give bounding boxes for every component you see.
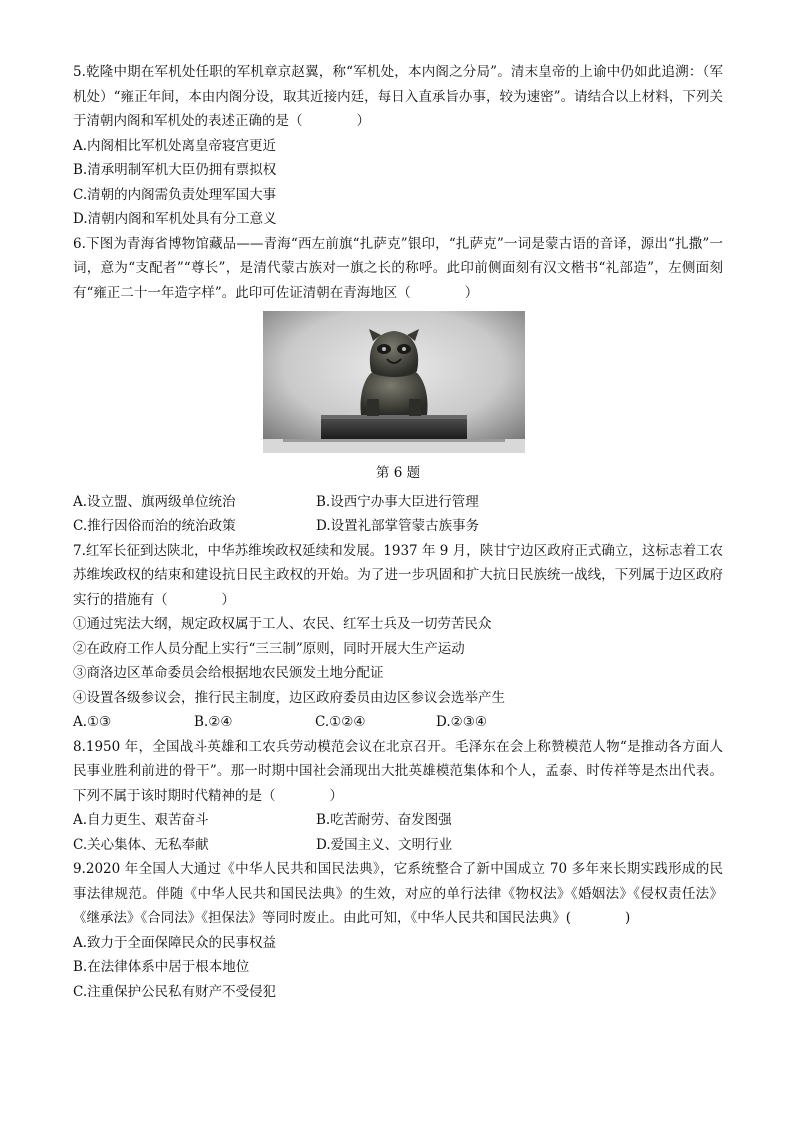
q7-options-row [73, 710, 723, 735]
q6-option-a: A.设立盟、旗两级单位统治 [73, 493, 236, 510]
q7-item-4: ④设置各级参议会，推行民主制度，边区政府委员由边区参议会选举产生 [73, 689, 505, 706]
q7-stem: 7.红军长征到达陕北，中华苏维埃政权延续和发展。1937 年 9 月，陕甘宁边区政府正式确立，这标志着工农苏维埃政权的结束和建设抗日民主政权的开始。为了进一步巩固和扩大抗日民族统一战线，下列属于边区政府实行的措施有（ ） [73, 542, 723, 608]
q9-option-b: B.在法律体系中居于根本地位 [73, 959, 250, 975]
q6-option-d: D.设置礼部掌管蒙古族事务 [316, 518, 480, 534]
q9-option-c: C.注重保护公民私有财产不受侵犯 [73, 983, 277, 1000]
silver-seal-photo [263, 311, 525, 453]
q7-option-c: C.①②④ [315, 714, 366, 730]
q7-option-a: A.①③ [73, 714, 112, 730]
q8-options-row-2 [73, 833, 723, 858]
q6-options-row-2 [73, 514, 723, 539]
q5-stem: 5.乾隆中期在军机处任职的军机章京赵翼，称“军机处，本内阁之分局”。清末皇帝的上谕中仍如此追溯：（军机处）“雍正年间，本由内阁分设，取其近接内廷，每日入直承旨办事，较为速密”。请结合以上材料，下列关于清朝内阁和军机处的表述正确的是（ ） [73, 64, 723, 129]
q6-option-c: C.推行因俗而治的统治政策 [73, 518, 236, 534]
q8-option-a: A.自力更生、艰苦奋斗 [73, 812, 209, 828]
q8-option-d: D.爱国主义、文明行业 [316, 836, 453, 853]
q7-item-2: ②在政府工作人员分配上实行“三三制”原则，同时开展大生产运动 [73, 640, 465, 657]
q7-item-3: ③商洛边区革命委员会给根据地农民颁发土地分配证 [73, 665, 384, 681]
figure-caption: 第 6 题 [375, 465, 421, 481]
q5-option-b: B.清承明制军机大臣仍拥有票拟权 [73, 162, 277, 178]
q9-option-a: A.致力于全面保障民众的民事权益 [73, 934, 277, 951]
q6-option-b: B.设西宁办事大臣进行管理 [316, 493, 479, 510]
q6-options-row-1 [73, 490, 723, 515]
q8-option-b: B.吃苦耐劳、奋发图强 [316, 812, 452, 828]
q5-option-d: D.清朝内阁和军机处具有分工意义 [73, 211, 277, 227]
q9-stem: 9.2020 年全国人大通过《中华人民共和国民法典》，它系统整合了新中国成立 70 多年来长期实践形成的民事法律规范。伴随《中华人民共和国民法典》的生效，对应的单行法律《物权法》《婚姻法》《侵权责任法》《继承法》《合同法》《担保法》等同时废止。由此可知，《中华人民共和国民法典》( ) [73, 861, 723, 926]
q7-item-1: ①通过宪法大纲，规定政权属于工人、农民、红军士兵及一切劳苦民众 [73, 616, 492, 632]
q8-option-c: C.关心集体、无私奉献 [73, 836, 209, 853]
seal-illustration [263, 311, 525, 453]
page-content [73, 60, 723, 1004]
q5-option-a: A.内阁相比军机处离皇帝寝宫更近 [73, 137, 277, 154]
q7-option-d: D.②③④ [436, 714, 487, 730]
q7-option-b: B.②④ [194, 714, 233, 730]
q8-options-row-1 [73, 808, 723, 833]
q6-stem: 6.下图为青海省博物馆藏品——青海“西左前旗“扎萨克”银印，“扎萨克”一词是蒙古语的音译，源出“扎撒”一词，意为“支配者”“尊长”，是清代蒙古族对一旗之长的称呼。此印前侧面刻有汉文楷书“礼部造”，左侧面刻有“雍正二十一年造字样”。此印可佐证清朝在青海地区（ ） [73, 235, 723, 301]
q5-option-c: C.清朝的内阁需负责处理军国大事 [73, 186, 277, 203]
q8-stem: 8.1950 年，全国战斗英雄和工农兵劳动模范会议在北京召开。毛泽东在会上称赞模范人物“是推动各方面人民事业胜利前进的骨干”。那一时期中国社会涌现出大批英雄模范集体和个人，孟泰、时传祥等是杰出代表。下列不属于该时期时代精神的是（ ） [73, 738, 723, 804]
